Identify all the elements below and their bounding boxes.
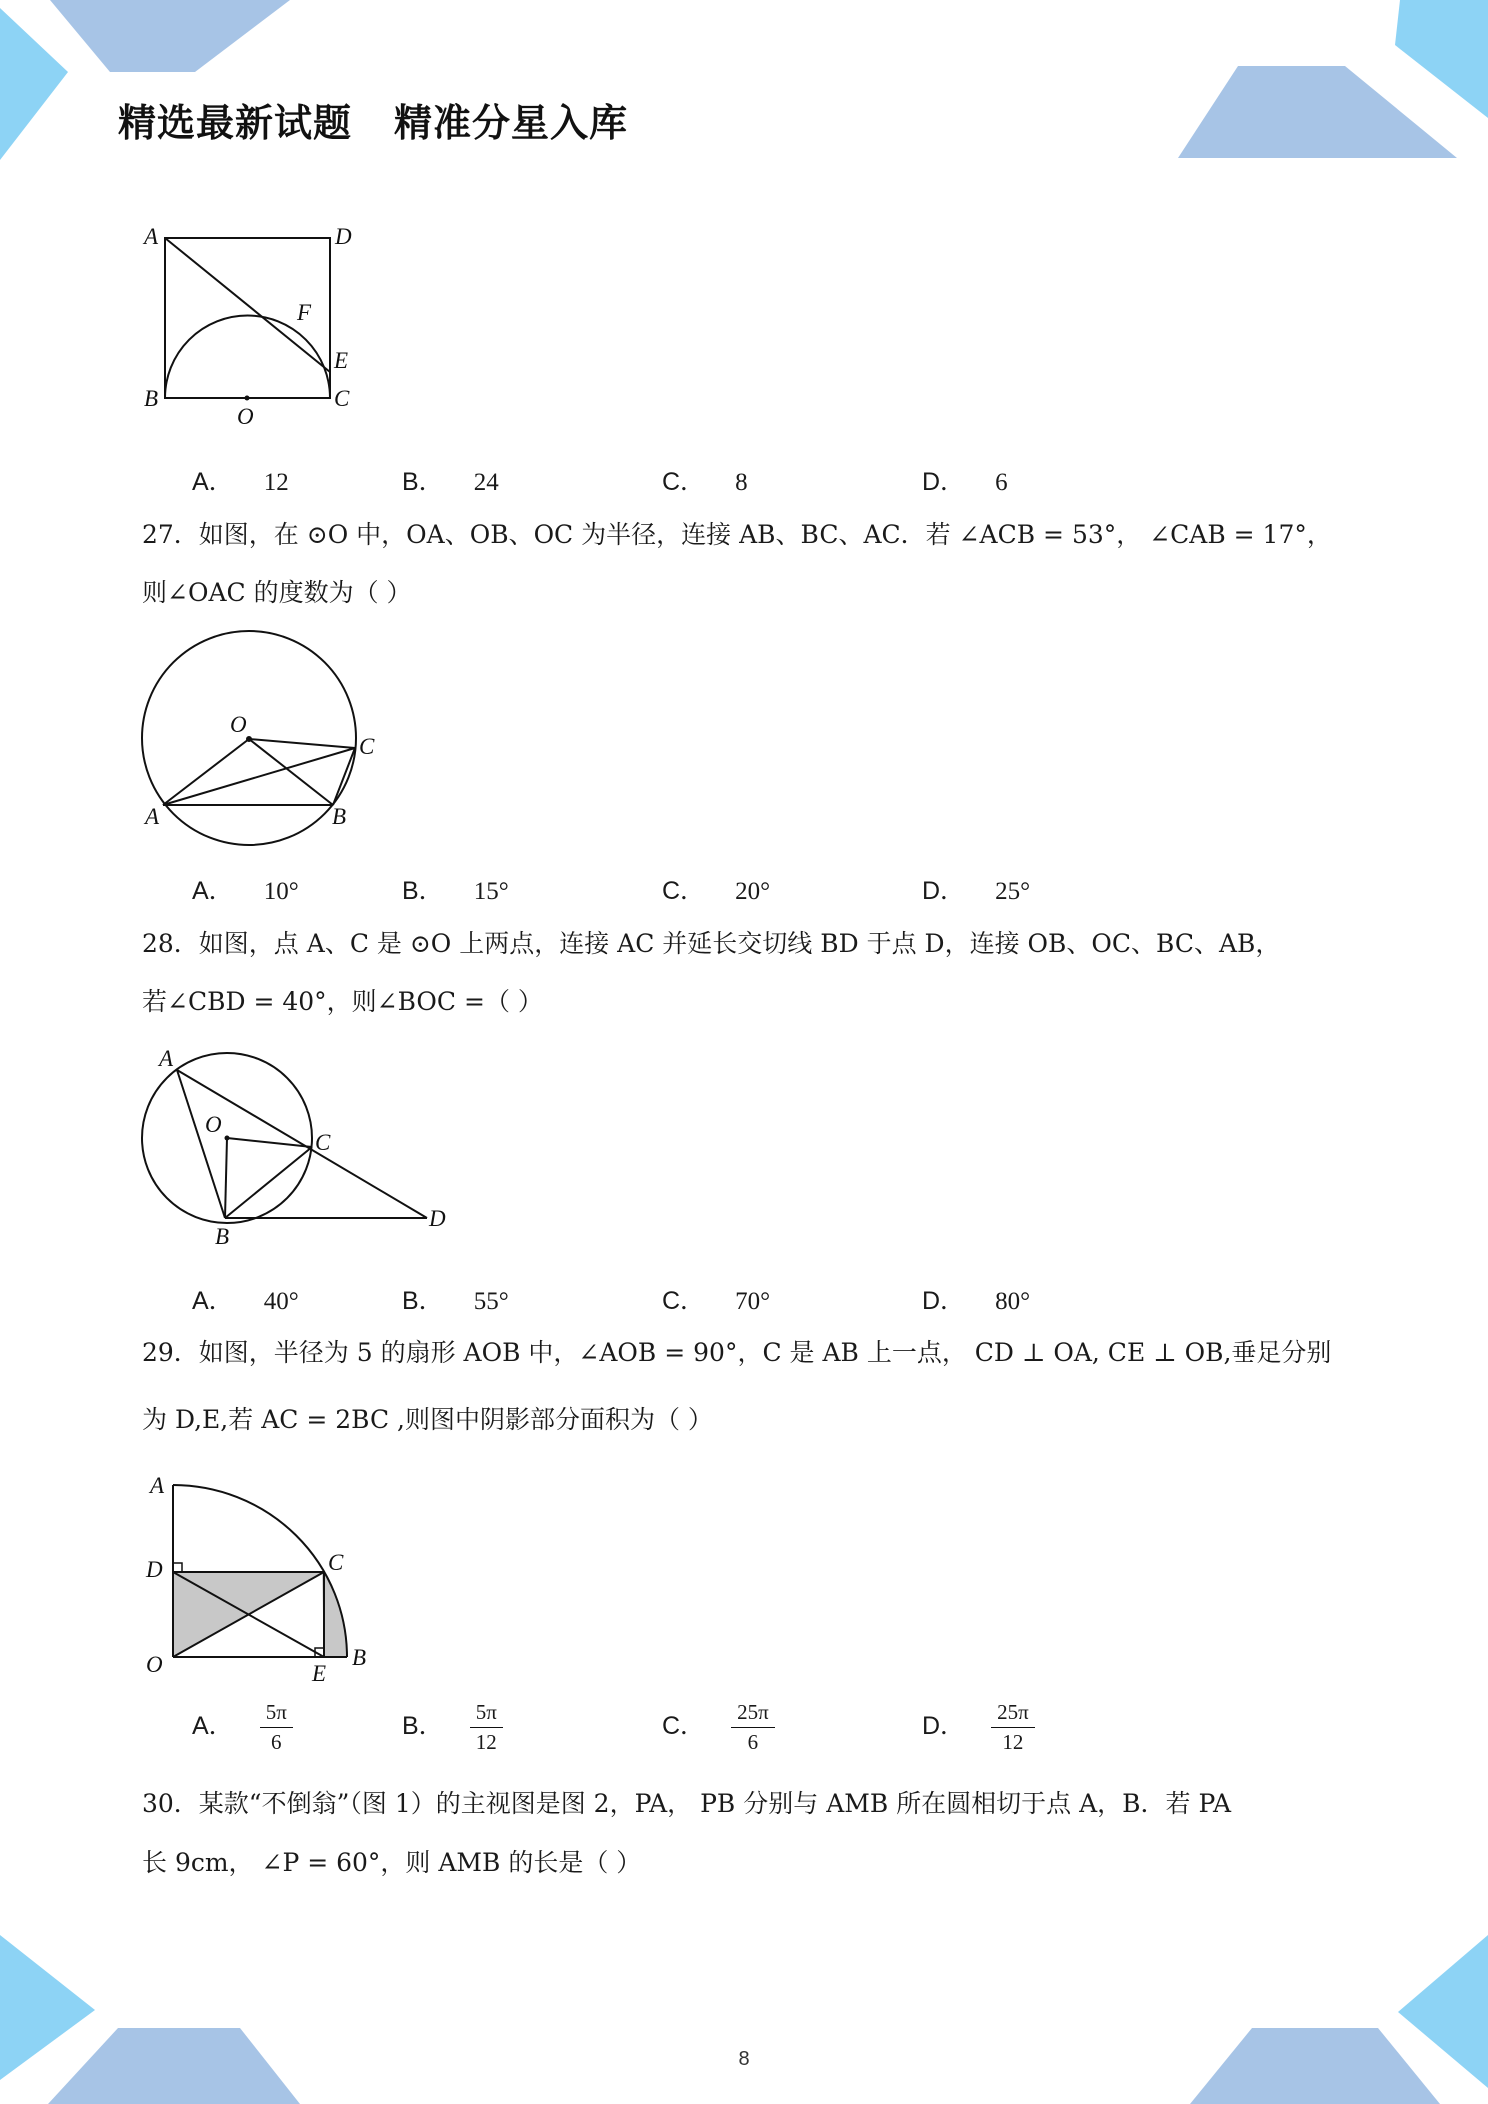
header-title	[118, 92, 670, 147]
q30-line1: 30．某款“不倒翁”（图 1）的主视图是图 2，PA， PB 分别与 AMB 所在圆相切于点 A，B．若 PA	[142, 1789, 1232, 1818]
q27-line1: 27．如图，在 ⊙O 中，OA、OB、OC 为半径，连接 AB、BC、AC．若 ∠ACB = 53°， ∠CAB = 17°，	[142, 520, 1332, 549]
q28-option-c[interactable]: C． 70°	[662, 1287, 771, 1315]
fig29-label-d: D	[146, 1557, 163, 1582]
q27-option-c[interactable]: C． 20°	[662, 877, 771, 905]
fig28-label-b: B	[215, 1224, 230, 1249]
q29-option-b[interactable]: B． $\frac{5\pi}{12}$	[402, 1700, 503, 1755]
fig26-label-b: B	[144, 386, 159, 411]
q28-option-a[interactable]: A． 40°	[192, 1287, 299, 1315]
fig29-label-b: B	[352, 1645, 367, 1670]
fig27-label-c: C	[359, 734, 375, 759]
q26-option-b[interactable]: B． 24	[402, 468, 499, 496]
fig29-label-o: O	[146, 1652, 163, 1677]
fig29-label-a: A	[150, 1473, 165, 1498]
fig26-label-o: O	[237, 404, 254, 429]
q28-option-b[interactable]: B． 55°	[402, 1287, 509, 1315]
figure-26	[140, 222, 380, 434]
q27-line2: 则∠OAC 的度数为（ ）	[142, 578, 412, 607]
fig26-label-e: E	[334, 348, 349, 373]
fig29-label-c: C	[328, 1550, 344, 1575]
fig29-label-e: E	[312, 1661, 327, 1686]
fig28-label-c: C	[315, 1130, 331, 1155]
header-decoration	[0, 0, 1488, 180]
fig28-label-a: A	[159, 1046, 174, 1071]
q29-option-c[interactable]: C． $\frac{25\pi}{6}$	[662, 1700, 775, 1755]
header-title-part1: 精选最新试题	[118, 101, 353, 145]
fig27-label-a: A	[145, 804, 160, 829]
figure-28	[135, 1040, 465, 1260]
q29-line1: 29．如图，半径为 5 的扇形 AOB 中，∠AOB = 90°，C 是 AB 上一点， CD ⊥ OA, CE ⊥ OB,垂足分别	[142, 1338, 1332, 1367]
q27-option-a[interactable]: A． 10°	[192, 877, 299, 905]
q26-option-c[interactable]: C． 8	[662, 468, 748, 496]
fig28-label-o: O	[205, 1112, 222, 1137]
fig27-label-b: B	[332, 804, 347, 829]
figure-29	[140, 1465, 390, 1690]
fig26-label-a: A	[144, 224, 159, 249]
q28-line1: 28．如图，点 A、C 是 ⊙O 上两点，连接 AC 并延长交切线 BD 于点 D，连接 OB、OC、BC、AB，	[142, 929, 1281, 958]
header-title-part2: 精准分星入库	[394, 101, 629, 145]
fig28-label-d: D	[429, 1206, 446, 1231]
q27-option-d[interactable]: D． 25°	[922, 877, 1031, 905]
q27-option-b[interactable]: B． 15°	[402, 877, 509, 905]
fig26-label-d: D	[335, 224, 352, 249]
q26-option-d[interactable]: D． 6	[922, 468, 1008, 496]
figure-27	[135, 628, 395, 858]
q26-option-a[interactable]: A． 12	[192, 468, 289, 496]
footer-decoration	[0, 1920, 1488, 2104]
q29-option-d[interactable]: D． $\frac{25\pi}{12}$	[922, 1700, 1035, 1755]
page-number: 8	[738, 2048, 750, 2070]
q29-option-a[interactable]: A． $\frac{5\pi}{6}$	[192, 1700, 293, 1755]
q30-line2: 长 9cm， ∠P = 60°，则 AMB 的长是（ ）	[142, 1848, 642, 1877]
fig26-label-c: C	[334, 386, 350, 411]
fig27-label-o: O	[230, 712, 247, 737]
q28-option-d[interactable]: D． 80°	[922, 1287, 1031, 1315]
fig26-label-f: F	[297, 300, 312, 325]
q29-line2: 为 D,E,若 AC = 2BC ,则图中阴影部分面积为（ ）	[142, 1405, 713, 1434]
q28-line2: 若∠CBD = 40°，则∠BOC =（ ）	[142, 987, 543, 1016]
